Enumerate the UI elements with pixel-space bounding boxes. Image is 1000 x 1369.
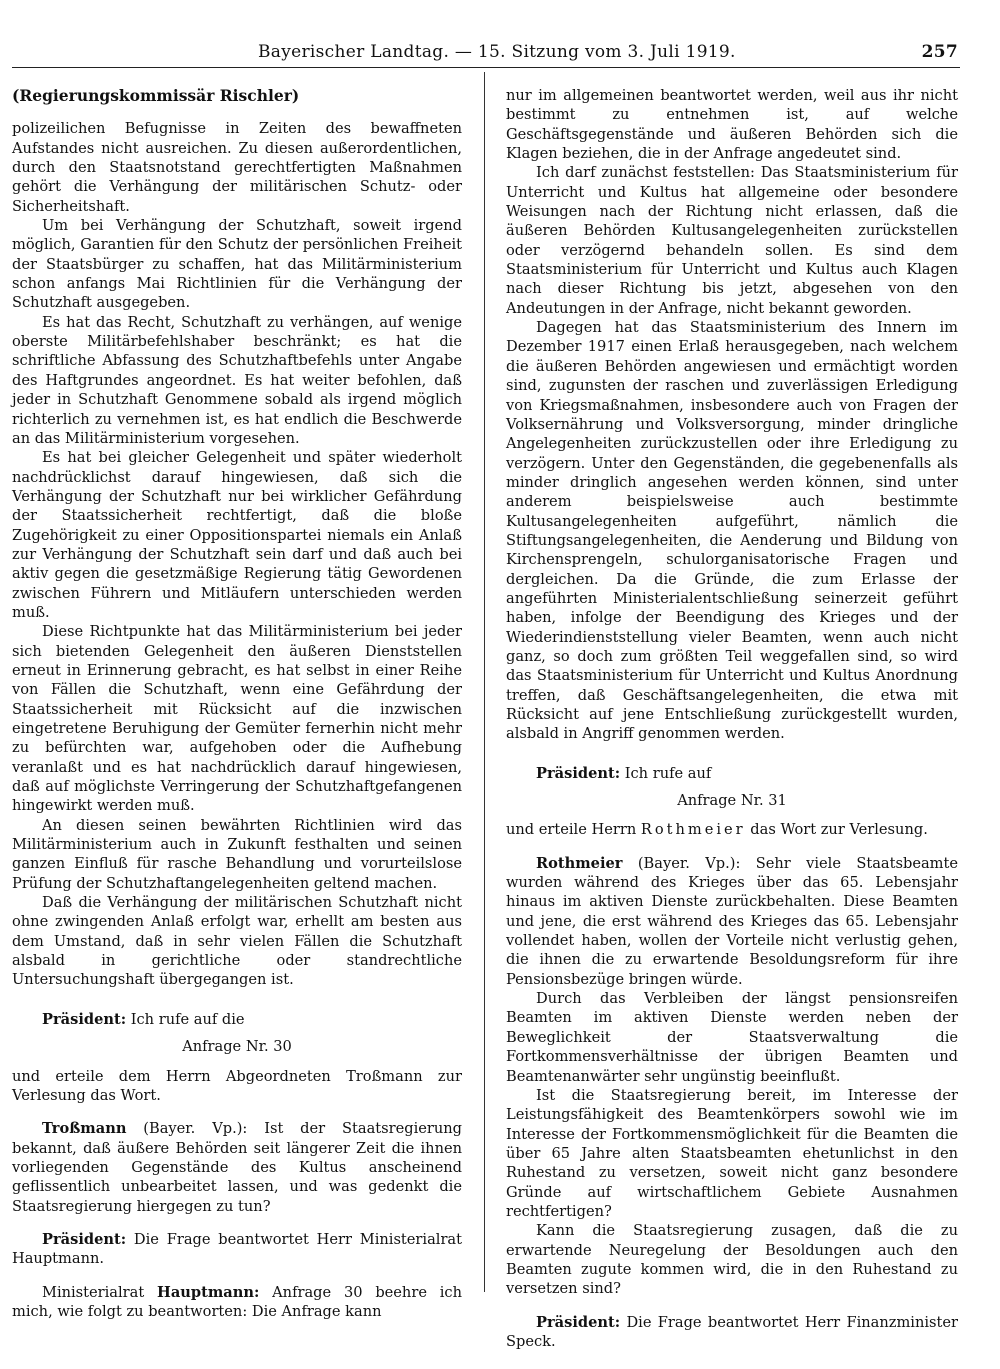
speaker-name: Rothmeier bbox=[640, 821, 746, 839]
speaker-name: Hauptmann: bbox=[157, 1283, 260, 1301]
page-number: 257 bbox=[921, 42, 958, 62]
speaker-name: Präsident: bbox=[536, 764, 621, 782]
text-span: und erteile Herrn bbox=[506, 821, 641, 839]
paragraph: An diesen seinen bewährten Richtlinien wird das Militärministerium auch in Zukunft festhalten und seinen ganzen Einfluß für rasche Behandlung und vorurteilslose Prüfung der Schutzhaftangelegenheiten geltend machen. bbox=[12, 816, 462, 892]
speaker-name: Präsident: bbox=[42, 1010, 127, 1028]
speaker-name: Präsident: bbox=[42, 1230, 127, 1248]
right-column bbox=[506, 86, 958, 1351]
paragraph: Es hat bei gleicher Gelegenheit und später wiederholt nachdrücklichst darauf hingewiesen, daß sich die Verhängung der Schutzhaft nur bei wirklicher Gefährdung der Staatssicherheit rechtfertigt, daß die bloße Zugehörigkeit zu einer Oppositionspartei niemals ein Anlaß zur Verhängung der Schutzhaft sein darf und daß auch bei aktiv gegen die gesetzmäßige Regierung tätig Gewordenen zwischen Führern und Mitläufern unterschieden werden muß. bbox=[12, 449, 462, 621]
president-statement bbox=[12, 1230, 462, 1269]
president-statement bbox=[12, 1010, 462, 1029]
left-column bbox=[12, 86, 462, 1321]
header-rule bbox=[12, 67, 960, 68]
speaker-name: Rothmeier bbox=[536, 854, 623, 872]
statement-text: (Bayer. Vp.): Sehr viele Staatsbeamte wurden während des Krieges über das 65. Lebensjahr hinaus im aktiven Dienste zurückbehalten. Diese Beamten und jene, die erst während des Krieges das 65. Lebensjahr vollendet haben, wollen der Vorteile nicht verlustig gehen, die ihnen die zu erwartende Besoldungsreform für ihre Pensionsbezüge bringen würde. bbox=[506, 854, 958, 988]
statement-text: Ich rufe auf die bbox=[126, 1010, 245, 1028]
column-divider bbox=[484, 72, 485, 1292]
paragraph: Kann die Staatsregierung zusagen, daß die zu erwartende Neuregelung der Besoldungen auch den Beamten zugute kommen wird, die in den Ruhestand zu versetzen sind? bbox=[506, 1222, 958, 1298]
speaker-header: (Regierungskommissär Rischler) bbox=[12, 86, 300, 105]
text-span: das Wort zur Verlesung. bbox=[745, 821, 928, 839]
speaker-title: Ministerialrat bbox=[42, 1283, 158, 1301]
paragraph: Ich darf zunächst feststellen: Das Staatsministerium für Unterricht und Kultus hat allgemeine oder besondere Weisungen nach der Richtung nicht erlassen, daß die äußeren Behörden Kultusangelegenheiten zurückstellen oder verzögernd behandeln sollen. Es sind dem Staatsministerium für Unterricht und Kultus auch Klagen nach dieser Richtung bis jetzt, abgesehen von den Andeutungen in der Anfrage, nicht bekannt geworden. bbox=[506, 164, 958, 317]
paragraph: Diese Richtpunkte hat das Militärministerium bei jeder sich bietenden Gelegenheit den äußeren Dienststellen erneut in Erinnerung gebracht, es hat selbst in einer Reihe von Fällen die Schutzhaft, wenn eine Gefährdung der Staatssicherheit mit Rücksicht auf die inzwischen eingetretene Beruhigung der Gemüter fernerhin nicht mehr zu befürchten war, aufgehoben oder die Aufhebung veranlaßt und es hat nachdrücklich darauf hingewiesen, daß auf möglichste Verringerung der Schutzhaftgefangenen hingewirkt werden muß. bbox=[12, 623, 462, 815]
speaker-statement bbox=[506, 854, 958, 989]
paragraph: Dagegen hat das Staatsministerium des Innern im Dezember 1917 einen Erlaß herausgegeben, nach welchem die äußeren Behörden angewiesen und ermächtigt worden sind, zugunsten der raschen und zuverlässigen Erledigung von Kriegsmaßnahmen, insbesondere auch von Fragen der Volksernährung und Volksversorgung, minder dringliche Angelegenheiten zurückzustellen oder ihre Erledigung zu verzögern. Unter den Gegenständen, die gegebenenfalls als minder dringlich angesehen werden können, sind unter anderem beispielsweise auch bestimmte Kultusangelegenheiten aufgeführt, nämlich die Stiftungsangelegenheiten, die Aenderung und Bildung von Kirchensprengeln, schulorganisatorische Fragen und dergleichen. Da die Gründe, die zum Erlasse der angeführten Ministerialentschließung seinerzeit geführt haben, infolge der Beendigung des Krieges und der Wiederindienststellung vieler Beamten, wenn auch nicht ganz, so doch zum größten Teil weggefallen sind, so wird das Staatsministerium für Unterricht und Kultus Anordnung treffen, daß Geschäftsangelegenheiten, die etwa mit Rücksicht auf jene Entschließung zurückgestellt wurden, alsbald in Angriff genommen werden. bbox=[506, 319, 958, 743]
statement-text: (Bayer. Vp.): Ist der Staatsregierung bekannt, daß äußere Behörden seit längerer Zeit die ihnen vorliegenden Gegenstände des Kultus anscheinend geflissentlich unbearbeitet lassen, und was gedenkt die Staatsregierung hiergegen zu tun? bbox=[12, 1120, 462, 1215]
paragraph: nur im allgemeinen beantwortet werden, weil aus ihr nicht bestimmt zu entnehmen ist, auf welche Geschäftsgegenstände und äußeren Behörden sich die Klagen beziehen, die in der Anfrage angedeutet sind. bbox=[506, 87, 958, 163]
speaker-name: Präsident: bbox=[536, 1313, 621, 1331]
paragraph: polizeilichen Befugnisse in Zeiten des bewaffneten Aufstandes nicht ausreichen. Zu diesen außerordentlichen, durch den Staatsnotstand gerechtfertigten Maßnahmen gehört die Verhängung der militärischen Schutz- oder Sicherheitshaft. bbox=[12, 120, 462, 215]
running-header bbox=[0, 40, 1000, 70]
running-header-title: Bayerischer Landtag. — 15. Sitzung vom 3. Juli 1919. bbox=[258, 42, 736, 62]
president-statement bbox=[506, 764, 958, 783]
statement-text: Ich rufe auf bbox=[620, 764, 712, 782]
paragraph: Es hat das Recht, Schutzhaft zu verhängen, auf wenige oberste Militärbefehlshaber beschränkt; es hat die schriftliche Abfassung des Schutzhaftbefehls unter Angabe des Haftgrundes angeordnet. Es hat weiter befohlen, daß jeder in Schutzhaft Genommene sobald als irgend möglich richterlich zu vernehmen ist, es hat endlich die Beschwerde an das Militärministerium vorgesehen. bbox=[12, 313, 462, 447]
speaker-name: Troßmann bbox=[42, 1120, 127, 1138]
inquiry-heading: Anfrage Nr. 30 bbox=[182, 1038, 292, 1056]
speaker-statement bbox=[12, 1119, 462, 1216]
paragraph bbox=[506, 820, 958, 839]
paragraph: Ist die Staatsregierung bereit, im Interesse der Leistungsfähigkeit des Beamtenkörpers sowohl wie im Interesse der Fortkommensmöglichkeit für die Beamten die über 65 Jahre alten Staatsbeamten ehetunlichst in den Ruhestand zu versetzen, soweit nicht ganz besondere Gründe auf wirtschaftlichem Gebiete Ausnahmen rechtfertigen? bbox=[506, 1086, 958, 1220]
paragraph: und erteile dem Herrn Abgeordneten Troßmann zur Verlesung das Wort. bbox=[12, 1067, 462, 1104]
paragraph: Um bei Verhängung der Schutzhaft, soweit irgend möglich, Garantien für den Schutz der persönlichen Freiheit der Staatsbürger zu schaffen, hat das Militärministerium schon anfangs Mai Richtlinien für die Verhängung der Schutzhaft ausgegeben. bbox=[12, 217, 462, 312]
paragraph: Daß die Verhängung der militärischen Schutzhaft nicht ohne zwingenden Anlaß erfolgt war, erhellt am besten aus dem Umstand, daß in sehr vielen Fällen die Schutzhaft alsbald in gerichtliche oder standrechtliche Untersuchungshaft übergegangen ist. bbox=[12, 894, 462, 989]
statement-text: Die Frage beantwortet Herr Ministerialrat Hauptmann. bbox=[12, 1230, 462, 1268]
statement-text: Anfrage 30 beehre ich mich, wie folgt zu beantworten: Die Anfrage kann bbox=[12, 1283, 462, 1320]
president-statement bbox=[506, 1313, 958, 1352]
inquiry-heading: Anfrage Nr. 31 bbox=[677, 792, 787, 810]
speaker-statement bbox=[12, 1283, 462, 1322]
statement-text: Die Frage beantwortet Herr Finanzminister Speck. bbox=[506, 1313, 958, 1350]
paragraph: Durch das Verbleiben der längst pensionsreifen Beamten im aktiven Dienste werden neben der Beweglichkeit der Staatsverwaltung die Fortkommensverhältnisse der übrigen Beamten und Beamtenanwärter sehr ungünstig beeinflußt. bbox=[506, 990, 958, 1085]
